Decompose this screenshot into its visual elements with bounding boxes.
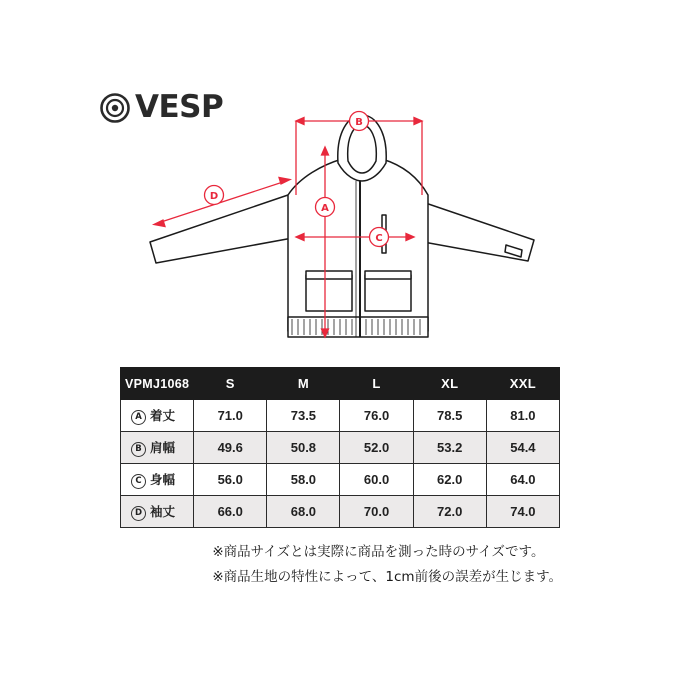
table-row — [121, 432, 560, 464]
callout-d-icon: D — [131, 506, 146, 521]
column-header-m: M — [267, 368, 340, 400]
table-row — [121, 400, 560, 432]
jacket-measurement-diagram — [110, 85, 580, 355]
row-label-text: 身幅 — [150, 472, 176, 487]
cell-chest-width-xxl: 64.0 — [486, 464, 559, 496]
svg-text:A: A — [321, 203, 329, 214]
callout-a-icon: A — [131, 410, 146, 425]
row-label-sleeve-length — [121, 496, 194, 528]
callout-b-icon: B — [131, 442, 146, 457]
cell-body-length-xxl: 81.0 — [486, 400, 559, 432]
cell-body-length-s: 71.0 — [194, 400, 267, 432]
cell-chest-width-xl: 62.0 — [413, 464, 486, 496]
table-row — [121, 464, 560, 496]
cell-shoulder-width-m: 50.8 — [267, 432, 340, 464]
row-label-chest-width — [121, 464, 194, 496]
cell-sleeve-length-m: 68.0 — [267, 496, 340, 528]
size-table — [120, 367, 560, 528]
cell-body-length-l: 76.0 — [340, 400, 413, 432]
callout-c-icon: C — [131, 474, 146, 489]
table-header-row — [121, 368, 560, 400]
notes-block — [212, 540, 562, 590]
cell-sleeve-length-xl: 72.0 — [413, 496, 486, 528]
column-header-l: L — [340, 368, 413, 400]
svg-text:C: C — [375, 233, 383, 244]
cell-body-length-xl: 78.5 — [413, 400, 486, 432]
cell-sleeve-length-s: 66.0 — [194, 496, 267, 528]
product-code-cell: VPMJ1068 — [121, 368, 194, 400]
cell-body-length-m: 73.5 — [267, 400, 340, 432]
row-label-shoulder-width — [121, 432, 194, 464]
note-line-1: ※商品サイズとは実際に商品を測った時のサイズです。 — [212, 544, 545, 560]
cell-shoulder-width-l: 52.0 — [340, 432, 413, 464]
row-label-text: 袖丈 — [150, 504, 176, 519]
svg-text:B: B — [355, 117, 363, 128]
column-header-xxl: XXL — [486, 368, 559, 400]
row-label-text: 着丈 — [150, 408, 176, 423]
cell-chest-width-s: 56.0 — [194, 464, 267, 496]
row-label-body-length — [121, 400, 194, 432]
cell-shoulder-width-xxl: 54.4 — [486, 432, 559, 464]
cell-sleeve-length-l: 70.0 — [340, 496, 413, 528]
brand-name: VESP — [135, 89, 224, 125]
cell-sleeve-length-xxl: 74.0 — [486, 496, 559, 528]
row-label-text: 肩幅 — [150, 440, 176, 455]
cell-chest-width-m: 58.0 — [267, 464, 340, 496]
svg-text:D: D — [209, 191, 219, 202]
note-line-2: ※商品生地の特性によって、1cm前後の誤差が生じます。 — [212, 568, 562, 585]
column-header-xl: XL — [413, 368, 486, 400]
cell-chest-width-l: 60.0 — [340, 464, 413, 496]
table-row — [121, 496, 560, 528]
column-header-s: S — [194, 368, 267, 400]
cell-shoulder-width-xl: 53.2 — [413, 432, 486, 464]
cell-shoulder-width-s: 49.6 — [194, 432, 267, 464]
